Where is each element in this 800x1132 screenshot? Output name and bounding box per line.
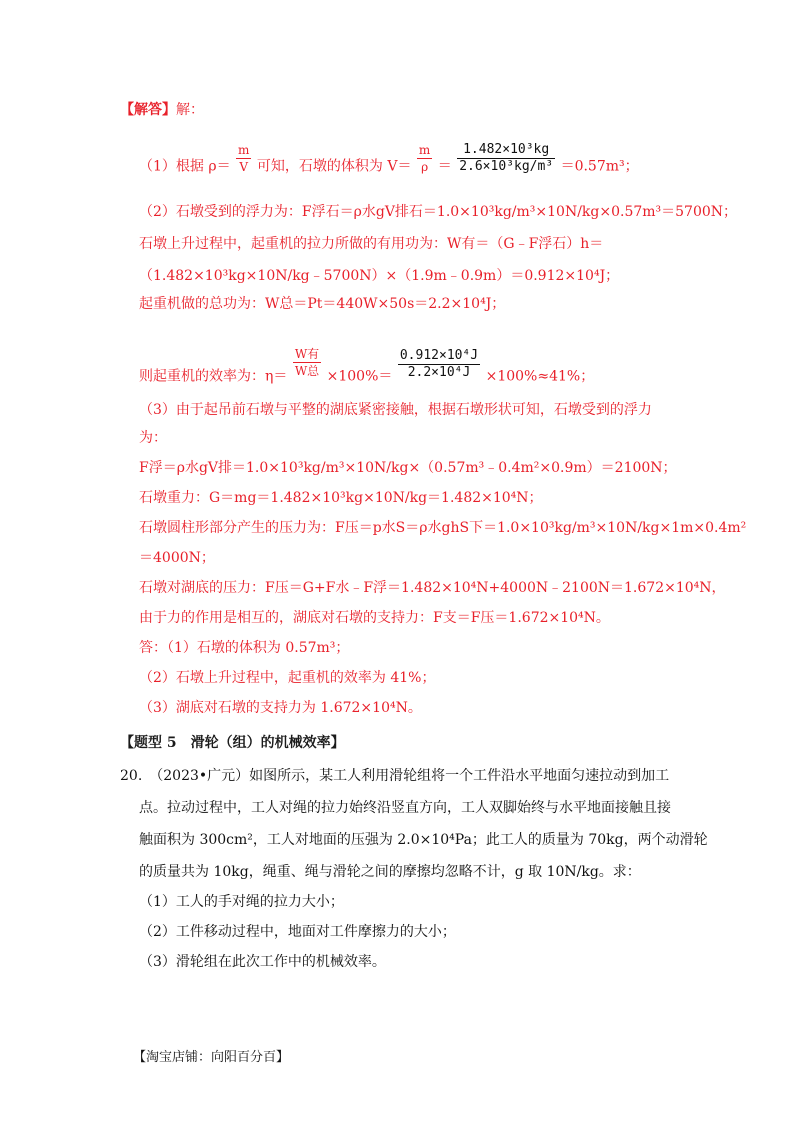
answer-step-5: 起重机做的总功为：W总＝Pt＝440W×50s＝2.2×10⁴J； xyxy=(139,296,506,312)
volume-value-denominator: 2.6×10³kg/m³ xyxy=(459,159,554,174)
density-numerator: m xyxy=(238,143,250,157)
question-line-1: 20. （2023•广元）如图所示，某工人利用滑轮组将一个工件沿水平地面匀速拉动到加工 xyxy=(120,768,670,784)
answer-step-7: （3）由于起吊前石墩与平整的湖底紧密接触，根据石墩形状可知，石墩受到的浮力 xyxy=(139,402,652,418)
efficiency-middle: ×100%＝ xyxy=(326,368,393,385)
efficiency-value-fraction xyxy=(398,348,480,381)
question-part-2: （2）工件移动过程中，地面对工件摩擦力的大小； xyxy=(139,924,456,940)
answer-step-10: 石墩重力：G＝mg＝1.482×10³kg×10N/kg＝1.482×10⁴N； xyxy=(139,490,543,506)
answer-step-8: 为： xyxy=(139,430,167,446)
question-part-3: （3）滑轮组在此次工作中的机械效率。 xyxy=(139,954,386,970)
answer-step-9: F浮＝ρ水gV排＝1.0×10³kg/m³×10N/kg×（0.57m³﹣0.4m²×0.9m）＝2100N； xyxy=(139,460,677,476)
step1-equals: ＝ xyxy=(437,158,452,175)
answer-step-14: 由于力的作用是相互的，湖底对石墩的支持力：F支＝F压＝1.672×10⁴N。 xyxy=(139,610,610,626)
volume-value-fraction xyxy=(457,142,555,175)
step1-prefix: （1）根据 ρ＝ xyxy=(139,158,231,175)
volume-denominator: ρ xyxy=(421,160,429,174)
answer-label: 【解答】 xyxy=(120,102,176,118)
step1-middle: 可知，石墩的体积为 V＝ xyxy=(256,158,412,175)
answer-step-11: 石墩圆柱形部分产生的压力为：F压＝p水S＝ρ水ghS下＝1.0×10³kg/m³×10N/kg×1m×0.4m² xyxy=(139,520,747,536)
volume-fraction xyxy=(417,142,432,175)
question-line-3: 触面积为 300cm²，工人对地面的压强为 2.0×10⁴Pa；此工人的质量为 70kg，两个动滑轮 xyxy=(139,832,708,848)
answer-conclusion-3: （3）湖底对石墩的支持力为 1.672×10⁴N。 xyxy=(139,700,422,716)
efficiency-result: ×100%≈41%； xyxy=(485,368,595,385)
efficiency-numerator: W有 xyxy=(294,347,320,361)
density-denominator: V xyxy=(239,160,249,174)
efficiency-prefix: 则起重机的效率为：η＝ xyxy=(139,368,288,385)
question-line-2: 点。拉动过程中，工人对绳的拉力始终沿竖直方向，工人双脚始终与水平地面接触且接 xyxy=(139,800,671,816)
answer-step-4: （1.482×10³kg×10N/kg﹣5700N）×（1.9m﹣0.9m）＝0.912×10⁴J； xyxy=(139,268,620,284)
answer-step-2: （2）石墩受到的浮力为：F浮石＝ρ水gV排石＝1.0×10³kg/m³×10N/kg×0.57m³＝5700N； xyxy=(139,204,738,220)
answer-step-12: ＝4000N； xyxy=(139,550,215,566)
answer-title xyxy=(120,100,204,120)
volume-numerator: m xyxy=(418,143,431,157)
efficiency-value-denominator: 2.2×10⁴J xyxy=(407,365,471,380)
answer-conclusion-1: 答：（1）石墩的体积为 0.57m³； xyxy=(139,640,350,656)
section-heading: 【题型 5 滑轮（组）的机械效率】 xyxy=(120,735,345,751)
answer-step-1 xyxy=(139,142,639,183)
efficiency-fraction xyxy=(293,346,321,379)
step1-result: ＝0.57m³； xyxy=(560,158,639,175)
answer-step-13: 石墩对湖底的压力：F压＝G+F水﹣F浮＝1.482×10⁴N+4000N﹣2100N＝1.672×10⁴N， xyxy=(139,580,726,596)
question-line-4: 的质量共为 10kg，绳重、绳与滑轮之间的摩擦均忽略不计，g 取 10N/kg。求： xyxy=(139,864,641,880)
answer-step-6 xyxy=(139,347,595,393)
answer-conclusion-2: （2）石墩上升过程中，起重机的效率为 41%； xyxy=(139,670,436,686)
question-part-1: （1）工人的手对绳的拉力大小； xyxy=(139,894,344,910)
footer-shop: 【淘宝店铺：向阳百分百】 xyxy=(133,1050,290,1065)
volume-value-numerator: 1.482×10³kg xyxy=(457,142,555,159)
answer-intro: 解： xyxy=(176,102,204,118)
efficiency-denominator: W总 xyxy=(294,364,320,378)
density-fraction xyxy=(236,142,251,175)
efficiency-value-numerator: 0.912×10⁴J xyxy=(399,348,479,363)
answer-step-3: 石墩上升过程中，起重机的拉力所做的有用功为：W有＝（G﹣F浮石）h＝ xyxy=(139,236,604,252)
